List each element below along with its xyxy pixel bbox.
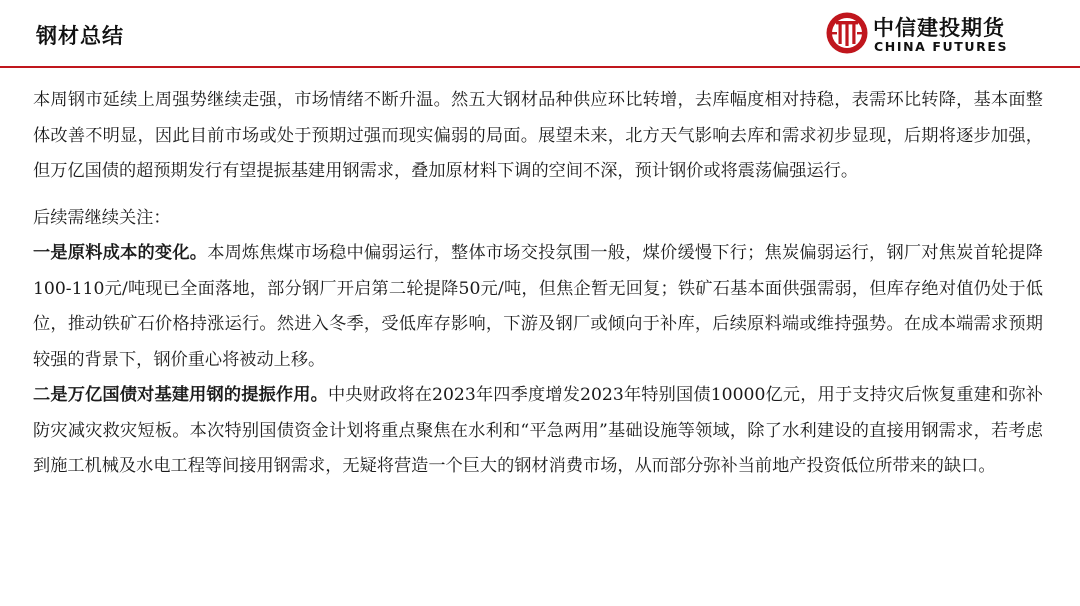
main-content bbox=[33, 83, 1043, 485]
logo-text-en: CHINA FUTURES bbox=[874, 39, 1009, 54]
point2-body: 中央财政将在2023年四季度增发2023年特别国债10000亿元，用于支持灾后恢复重建和弥补防灾减灾救灾短板。本次特别国债资金计划将重点聚焦在水利和“平急两用”基础设施等领域，除了水利建设的直接用钢需求，若考虑到施工机械及水电工程等间接用钢需求，无疑将营造一个巨大的钢材消费市场，从而部分弥补当前地产投资低位所带来的缺口。 bbox=[33, 385, 1043, 476]
summary-paragraph: 本周钢市延续上周强势继续走强，市场情绪不断升温。然五大钢材品种供应环比转增，去库幅度相对持稳，表需环比转降，基本面整体改善不明显，因此目前市场或处于预期过强而现实偏弱的局面。展望未来，北方天气影响去库和需求初步显现，后期将逐步加强，但万亿国债的超预期发行有望提振基建用钢需求，叠加原材料下调的空间不深，预计钢价或将震荡偏强运行。 bbox=[33, 90, 1043, 181]
page-title: 钢材总结 bbox=[36, 24, 124, 48]
citic-logo-icon bbox=[825, 11, 869, 55]
point1-body: 本周炼焦煤市场稳中偏弱运行，整体市场交投氛围一般，煤价缓慢下行；焦炭偏弱运行，钢厂对焦炭首轮提降100-110元/吨现已全面落地，部分钢厂开启第二轮提降50元/吨，但焦企暂无回复；铁矿石基本面供强需弱，但库存绝对值仍处于低位，推动铁矿石价格持涨运行。然进入冬季，受低库存影响，下游及钢厂或倾向于补库，后续原料端或维持强势。在成本端需求预期较强的背景下，钢价重心将被动上移。 bbox=[33, 243, 1043, 370]
point2-lead: 二是万亿国债对基建用钢的提振作用。 bbox=[33, 385, 328, 405]
paragraph-gap bbox=[33, 190, 1043, 201]
point1-lead: 一是原料成本的变化。 bbox=[33, 243, 208, 263]
logo-text-cn: 中信建投期货 bbox=[873, 16, 1005, 40]
header-divider bbox=[0, 66, 1080, 68]
point-raw-material-cost bbox=[33, 236, 1043, 378]
point-treasury-bonds bbox=[33, 378, 1043, 485]
page-header bbox=[0, 0, 1080, 68]
followup-heading: 后续需继续关注： bbox=[33, 207, 171, 228]
company-logo bbox=[825, 8, 1065, 58]
